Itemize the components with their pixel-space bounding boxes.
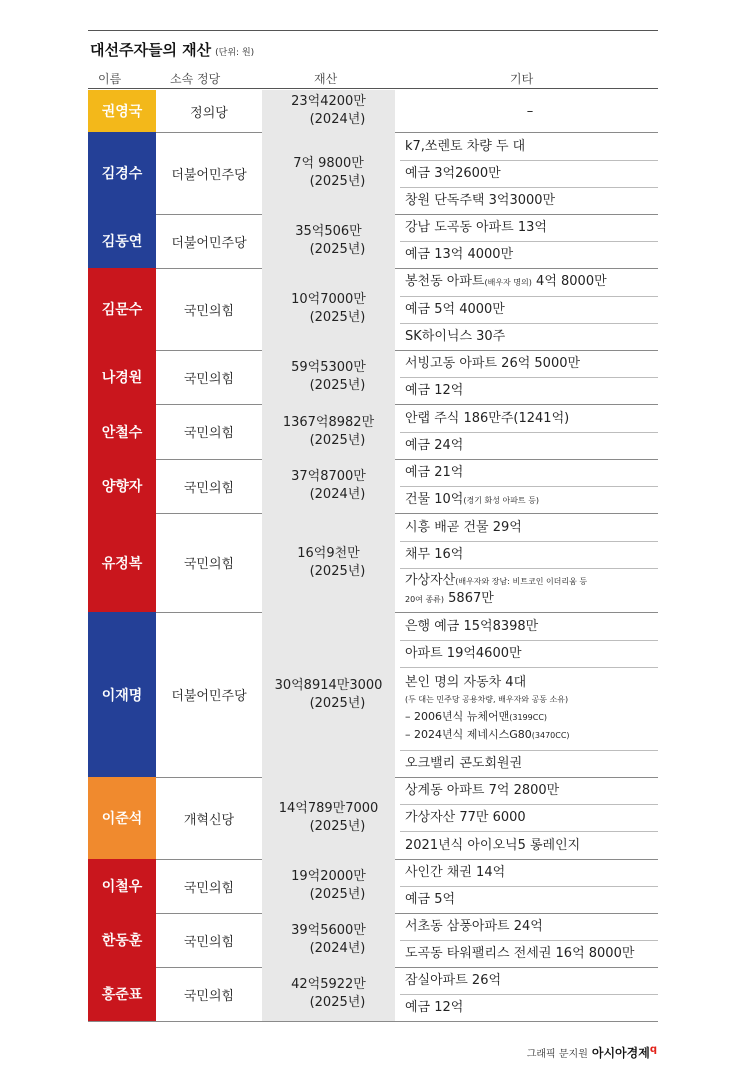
item-line: [405, 945, 655, 962]
asset-item: [405, 187, 655, 214]
asset-amount: 30억8914만3000: [274, 677, 383, 693]
item-text: 건물 10억: [405, 491, 464, 507]
asset-year: (2025년): [309, 563, 366, 579]
item-line: [405, 837, 655, 854]
asset-year: (2025년): [309, 819, 366, 834]
asset-year: (2024년): [309, 112, 366, 127]
asset-value: [262, 967, 395, 1021]
brand-text: 아시아경제: [591, 1046, 650, 1060]
item-line: [405, 410, 655, 427]
asset-item: [405, 241, 655, 268]
item-line: [405, 864, 655, 881]
item-note: (3470CC): [531, 730, 570, 740]
item-text: 예금 5억 4000만: [405, 302, 505, 317]
item-text: 도곡동 타워팰리스 전세권 16억 8000만: [405, 946, 635, 961]
item-text: 창원 단독주택 3억3000만: [405, 193, 556, 208]
asset-item: [405, 459, 655, 486]
asset-amount: 42억5922만: [291, 977, 366, 992]
candidate-name: 이준석: [88, 777, 156, 859]
candidate-name: 김문수: [88, 268, 156, 350]
asset-item: [405, 486, 655, 513]
asset-value: [262, 612, 395, 777]
asset-amount: 1367억8982만: [282, 414, 375, 430]
item-line: [405, 138, 655, 155]
item-line: [405, 782, 655, 799]
item-text: 가상자산 77만 6000: [405, 810, 526, 825]
item-text: 2021년식 아이오닉5 롱레인지: [405, 837, 581, 853]
asset-year: (2025년): [309, 242, 366, 257]
brand-mark: q: [649, 1044, 657, 1055]
candidate-name: 양향자: [88, 459, 156, 513]
item-text: 서초동 삼풍아파트 24억: [405, 919, 543, 934]
item-text: 봉천동 아파트: [405, 274, 485, 289]
asset-value: [262, 350, 395, 404]
party-name: 국민의힘: [183, 303, 235, 319]
item-text: 예금 13억 4000만: [405, 247, 514, 262]
party-name: 더불어민주당: [171, 235, 247, 251]
asset-year: (2025년): [309, 310, 366, 325]
item-line: [405, 674, 655, 691]
asset-value: [262, 459, 395, 513]
item-text: 사인간 채권 14억: [405, 865, 506, 880]
item-text: 예금 12억: [405, 1000, 464, 1015]
title-text: 대선주자들의 재산: [90, 41, 212, 59]
asset-amount: 19억2000만: [291, 869, 366, 884]
item-text: 예금 24억: [405, 438, 464, 453]
asset-item: [405, 541, 655, 568]
asset-year: (2025년): [309, 378, 366, 393]
asset-item: [405, 967, 655, 994]
item-line: [405, 918, 655, 935]
item-text: SK하이닉스 30주: [405, 329, 506, 344]
item-line: [405, 219, 655, 236]
party-name: 국민의힘: [183, 426, 235, 441]
item-text: 5867만: [444, 591, 494, 606]
asset-item: [405, 859, 655, 886]
item-line: [405, 546, 655, 563]
candidate-name: 권영국: [88, 90, 156, 132]
asset-year: (2025년): [309, 887, 366, 902]
item-text: 안랩 주식 186만주(1241억): [405, 410, 570, 426]
item-line: [405, 246, 655, 263]
asset-amount: 10억7000만: [291, 292, 366, 307]
candidate-name: 홍준표: [88, 967, 156, 1021]
party-name: 국민의힘: [183, 480, 235, 496]
item-note: (경기 화성 아파트 등): [463, 495, 540, 505]
item-line: [405, 519, 655, 536]
item-text: k7,쏘렌토 차량 두 대: [405, 138, 526, 154]
item-text: 서빙고동 아파트 26억 5000만: [405, 356, 581, 371]
asset-item: [405, 777, 655, 804]
header-party: 소속 정당: [170, 72, 221, 86]
asset-amount: 37억8700만: [291, 469, 366, 484]
asset-item: [405, 160, 655, 187]
asset-amount: 35억506만: [295, 224, 362, 239]
item-line: [405, 355, 655, 372]
asset-year: (2024년): [309, 941, 366, 956]
item-text: 은행 예금 15억8398만: [405, 618, 539, 634]
party-name: 국민의힘: [183, 934, 235, 950]
asset-amount: 16억9천만: [297, 545, 360, 561]
item-line: [405, 645, 655, 662]
item-line: [405, 491, 655, 509]
party-name: 정의당: [190, 105, 228, 121]
item-text: 예금 5억: [405, 892, 456, 907]
item-text: 채무 16억: [405, 547, 464, 562]
asset-item: [405, 640, 655, 667]
item-line: [405, 437, 655, 454]
asset-item: [405, 886, 655, 913]
item-text: 예금 12억: [405, 383, 464, 398]
candidate-name: 김동연: [88, 214, 156, 268]
asset-amount: 23억4200만: [291, 94, 366, 109]
asset-amount: 7억 9800만: [293, 156, 364, 171]
asset-amount: 14억789만7000: [278, 801, 379, 816]
asset-value: [262, 214, 395, 268]
item-text: 예금 3억2600만: [405, 166, 501, 181]
item-line: [405, 972, 655, 989]
asset-item: [405, 612, 655, 640]
party-name: 국민의힘: [183, 880, 235, 896]
candidate-name: 이철우: [88, 859, 156, 913]
item-text: 예금 21억: [405, 465, 464, 480]
candidate-name: 김경수: [88, 132, 156, 214]
row-divider: [88, 1021, 658, 1022]
asset-amount: 39억5600만: [291, 923, 366, 938]
credit: [527, 1044, 657, 1061]
item-line: [405, 590, 655, 608]
item-line: [405, 809, 655, 826]
candidate-name: 안철수: [88, 404, 156, 459]
asset-year: (2025년): [309, 695, 366, 711]
asset-item: [405, 513, 655, 541]
asset-item: [405, 350, 655, 377]
item-text: 본인 명의 자동차 4대: [405, 674, 527, 690]
party-name: 국민의힘: [183, 988, 235, 1004]
item-text: 잠실아파트 26억: [405, 973, 502, 988]
item-text: 오크밸리 콘도회원권: [405, 756, 523, 771]
asset-value: [262, 913, 395, 967]
asset-amount: 59억5300만: [291, 360, 366, 375]
asset-item: [405, 132, 655, 160]
party-name: 국민의힘: [183, 557, 235, 572]
asset-item: [405, 377, 655, 404]
asset-item: [405, 323, 655, 350]
party-name: 개혁신당: [183, 812, 235, 828]
unit-note: (단위: 원): [215, 48, 255, 58]
asset-item: [405, 994, 655, 1021]
item-line: [405, 464, 655, 481]
asset-item: [405, 268, 655, 296]
asset-year: (2024년): [309, 487, 366, 502]
item-subnote: (두 대는 민주당 공용차량, 배우자와 공동 소유): [405, 694, 569, 704]
item-line: [405, 382, 655, 399]
asset-year: (2025년): [309, 432, 366, 448]
party-name: 더불어민주당: [171, 689, 247, 704]
item-line: [405, 165, 655, 182]
item-text: 강남 도곡동 아파트 13억: [405, 220, 547, 235]
header-etc: 기타: [510, 72, 534, 86]
asset-value: [262, 777, 395, 859]
item-line: [405, 273, 655, 291]
asset-value: [262, 404, 395, 459]
item-note: (3199CC): [509, 712, 548, 722]
item-note: (배우자와 장남: 비트코인 이더리움 등: [455, 577, 588, 586]
asset-value: [262, 859, 395, 913]
item-line: [405, 618, 655, 635]
asset-item: [405, 214, 655, 241]
item-line: [405, 301, 655, 318]
asset-item: [405, 750, 655, 777]
credit-text: 그래픽 문지원: [526, 1049, 588, 1060]
asset-item: [405, 804, 655, 831]
item-subline: [405, 726, 655, 744]
asset-item: [405, 913, 655, 940]
item-text: – 2024년식 제네시스G80: [405, 727, 532, 741]
item-text: 시흥 배곧 건물 29억: [405, 519, 522, 535]
brand-logo: [592, 1046, 657, 1060]
item-line: [405, 192, 655, 209]
party-name: 더불어민주당: [171, 167, 247, 183]
candidate-name: 한동훈: [88, 913, 156, 967]
item-line: [405, 999, 655, 1016]
asset-value: [262, 90, 395, 132]
asset-item: [405, 90, 655, 132]
asset-year: (2025년): [309, 174, 366, 189]
asset-value: [262, 513, 395, 612]
header-name: 이름: [98, 72, 122, 86]
item-subline: [405, 708, 655, 726]
item-text: – 2006년식 뉴체어맨: [405, 709, 510, 723]
party-name: 국민의힘: [183, 371, 235, 387]
asset-value: [262, 268, 395, 350]
header-asset: 재산: [314, 72, 338, 86]
item-text: –: [526, 103, 534, 119]
item-text: 상계동 아파트 7억 2800만: [405, 783, 560, 798]
candidate-name: 유정복: [88, 513, 156, 612]
asset-year: (2025년): [309, 995, 366, 1010]
item-line: [405, 755, 655, 772]
asset-item: [405, 940, 655, 967]
asset-item: [405, 667, 655, 750]
candidate-name: 이재명: [88, 612, 156, 777]
item-line: [405, 572, 655, 590]
item-note: 20여 종류): [405, 595, 445, 604]
asset-value: [262, 132, 395, 214]
item-line: [405, 328, 655, 345]
item-text: 가상자산: [405, 573, 456, 588]
item-text: 아파트 19억4600만: [405, 646, 522, 661]
asset-item: [405, 568, 655, 612]
candidate-name: 나경원: [88, 350, 156, 404]
item-text: 4억 8000만: [531, 274, 607, 289]
asset-item: [405, 432, 655, 459]
asset-item: [405, 831, 655, 859]
item-line: [405, 891, 655, 908]
asset-item: [405, 296, 655, 323]
item-note: (배우자 명의): [484, 278, 532, 287]
asset-item: [405, 404, 655, 432]
item-line: [527, 103, 534, 120]
